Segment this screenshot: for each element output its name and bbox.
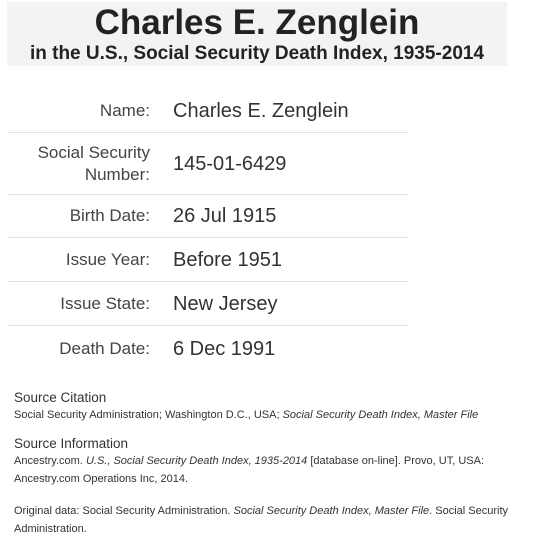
- field-label-line1: Social Security: [37, 142, 150, 162]
- collection-subtitle: in the U.S., Social Security Death Index, 1935-2014: [29, 43, 485, 64]
- source-citation: [14, 389, 536, 424]
- source-information: [14, 435, 536, 488]
- field-value: 6 Dec 1991: [173, 337, 276, 360]
- original-part3: . Social Security Administration.: [14, 505, 509, 535]
- info-part3: [database on-line]. Provo, UT, USA: Ancestry.com Operations Inc, 2014.: [14, 455, 484, 485]
- field-label: [7, 133, 150, 195]
- citation-plain: Social Security Administration; Washington D.C., USA;: [14, 409, 283, 421]
- info-part2: U.S., Social Security Death Index, 1935-2014: [85, 455, 308, 467]
- info-part1: Ancestry.com.: [14, 455, 86, 467]
- sources-section: [14, 389, 536, 538]
- record-row-issue-year: [7, 238, 408, 282]
- field-value: 145-01-6429: [150, 133, 408, 195]
- source-citation-text: [14, 406, 536, 424]
- original-data-text: [14, 502, 536, 538]
- citation-italic: Social Security Death Index, Master File: [282, 409, 479, 421]
- original-part1: Original data: Social Security Administration.: [14, 505, 234, 517]
- source-information-heading: Source Information: [14, 436, 129, 451]
- original-part2: Social Security Death Index, Master File: [233, 505, 430, 517]
- field-label: Name:: [7, 89, 150, 133]
- field-label: Issue State:: [7, 282, 150, 326]
- record-row-issue-state: [7, 282, 408, 326]
- field-value: Before 1951: [150, 238, 408, 282]
- original-data: [14, 502, 536, 538]
- record-row-ssn: [7, 133, 408, 195]
- page-title: Charles E. Zenglein: [94, 3, 420, 42]
- field-value: 26 Jul 1915: [150, 195, 408, 238]
- field-value: New Jersey: [150, 282, 408, 326]
- record-row-death-date: [7, 326, 408, 372]
- record-header: [7, 2, 507, 66]
- source-information-text: [14, 452, 536, 488]
- field-label-line2: Number:: [84, 164, 150, 184]
- field-label: Death Date:: [59, 338, 150, 358]
- source-citation-heading: Source Citation: [14, 390, 107, 405]
- record-row-name: [7, 89, 408, 133]
- field-label: Birth Date:: [7, 195, 150, 238]
- field-label: Issue Year:: [7, 238, 150, 282]
- record-row-birth-date: [7, 195, 408, 238]
- field-value: Charles E. Zenglein: [150, 89, 408, 133]
- record-details-table: [7, 89, 408, 371]
